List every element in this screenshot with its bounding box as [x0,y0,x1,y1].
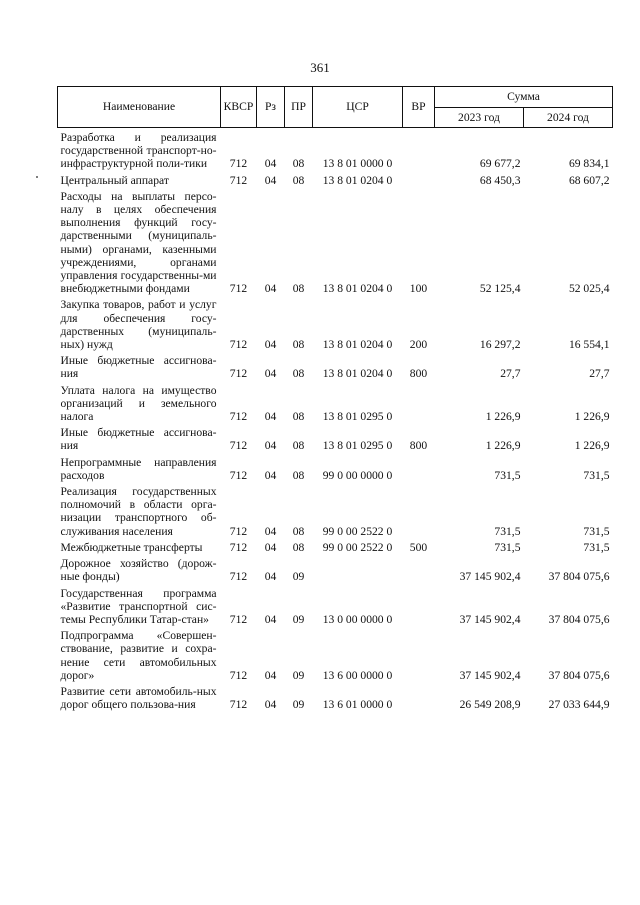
table-row [58,128,613,171]
row-kvsr: 712 [229,612,248,626]
row-sum-2023: 69 677,2 [479,157,521,171]
table-header [58,87,613,128]
row-sum-2024: 68 607,2 [568,173,610,187]
row-kvsr: 712 [229,439,248,453]
header-2024: 2024 год [524,108,613,128]
row-sum-2023: 26 549 208,9 [459,698,521,712]
table-row [58,351,613,380]
row-rz: 04 [264,698,277,712]
row-rz: 04 [264,338,277,352]
table-row [58,295,613,351]
row-pr: 08 [292,367,305,381]
row-sum-2024: 16 554,1 [568,338,610,352]
row-name: Дорожное хозяйство (дорож-ные фонды) [60,557,217,584]
row-name: Центральный аппарат [60,173,169,187]
row-name: Иные бюджетные ассигнова-ния [60,354,217,381]
row-sum-2023: 731,5 [494,540,521,554]
row-sum-2023: 37 145 902,4 [459,668,521,682]
row-csr: 13 6 00 0000 0 [322,668,393,682]
table-row [58,171,613,187]
row-name: Непрограммные направления расходов [60,455,217,482]
row-sum-2024: 1 226,9 [574,410,610,424]
row-sum-2023: 68 450,3 [479,173,521,187]
row-name: Подпрограмма «Совершен-ствование, развитие и сохра-нение сети автомобильных дорог» [60,629,217,682]
row-sum-2024: 37 804 075,6 [548,612,610,626]
row-name: Межбюджетные трансферты [60,540,203,554]
row-sum-2023: 16 297,2 [479,338,521,352]
row-csr: 13 6 01 0000 0 [322,698,393,712]
row-kvsr: 712 [229,282,248,296]
header-rz: Рз [257,87,285,128]
row-pr: 08 [292,338,305,352]
row-rz: 04 [264,668,277,682]
row-vr: 500 [409,540,428,554]
row-name: Уплата налога на имущество организаций и земельного налога [60,383,217,424]
row-sum-2024: 731,5 [583,468,610,482]
row-rz: 04 [264,367,277,381]
row-sum-2023: 52 125,4 [479,282,521,296]
row-vr [403,682,435,711]
row-pr: 08 [292,468,305,482]
page-number: 361 [310,60,330,75]
row-csr: 13 8 01 0204 0 [322,173,393,187]
row-sum-2024: 69 834,1 [568,157,610,171]
row-pr: 08 [292,439,305,453]
row-csr: 13 8 01 0000 0 [322,157,393,171]
row-vr [403,381,435,424]
row-rz: 04 [264,524,277,538]
header-2023: 2023 год [435,108,524,128]
row-vr [403,584,435,627]
table-row [58,538,613,554]
row-vr [403,453,435,482]
row-kvsr: 712 [229,524,248,538]
row-kvsr: 712 [229,338,248,352]
table-row [58,482,613,538]
row-name: Реализация государственных полномочий в области орга-низации транспортного об-служивания населения [60,485,217,538]
row-sum-2024: 731,5 [583,524,610,538]
header-pr: ПР [285,87,313,128]
row-pr: 08 [292,157,305,171]
row-pr: 09 [292,570,305,584]
header-vr: ВР [403,87,435,128]
row-rz: 04 [264,439,277,453]
row-sum-2023: 731,5 [494,524,521,538]
row-csr [313,554,403,583]
row-kvsr: 712 [229,468,248,482]
row-rz: 04 [264,570,277,584]
row-sum-2023: 731,5 [494,468,521,482]
row-vr [403,482,435,538]
row-kvsr: 712 [229,668,248,682]
row-vr: 800 [409,367,428,381]
row-sum-2024: 37 804 075,6 [548,570,610,584]
row-rz: 04 [264,157,277,171]
row-pr: 09 [292,698,305,712]
row-csr: 99 0 00 0000 0 [322,468,393,482]
table-row [58,453,613,482]
row-rz: 04 [264,468,277,482]
row-sum-2023: 37 145 902,4 [459,612,521,626]
row-name: Иные бюджетные ассигнова-ния [60,426,217,453]
row-kvsr: 712 [229,540,248,554]
row-vr [403,171,435,187]
table-row [58,554,613,583]
header-csr: ЦСР [313,87,403,128]
row-csr: 13 8 01 0295 0 [322,410,393,424]
row-sum-2024: 1 226,9 [574,439,610,453]
row-vr: 200 [409,338,428,352]
row-kvsr: 712 [229,157,248,171]
row-csr: 99 0 00 2522 0 [322,540,393,554]
row-csr: 13 8 01 0204 0 [322,367,393,381]
row-kvsr: 712 [229,410,248,424]
row-sum-2023: 37 145 902,4 [459,570,521,584]
header-kvsr: КВСР [221,87,257,128]
row-kvsr: 712 [229,173,248,187]
row-rz: 04 [264,282,277,296]
row-vr: 100 [409,282,428,296]
row-kvsr: 712 [229,698,248,712]
scan-speck [36,176,38,178]
row-name: Государственная программа «Развитие транспортной сис-темы Республики Татар-стан» [60,586,217,626]
header-name: Наименование [58,87,221,128]
row-csr: 13 8 01 0295 0 [322,439,393,453]
row-sum-2024: 27,7 [589,367,610,381]
budget-table [57,86,613,711]
row-sum-2023: 1 226,9 [485,439,521,453]
table-row [58,626,613,682]
row-name: Развитие сети автомобиль-ных дорог общего пользова-ния [60,684,217,712]
table-row [58,423,613,452]
row-rz: 04 [264,173,277,187]
header-sum: Сумма [435,87,613,108]
row-rz: 04 [264,410,277,424]
table-row [58,682,613,711]
row-pr: 08 [292,282,305,296]
row-kvsr: 712 [229,367,248,381]
table-row [58,381,613,424]
row-pr: 09 [292,668,305,682]
table-row [58,187,613,296]
row-rz: 04 [264,540,277,554]
row-pr: 09 [292,612,305,626]
row-pr: 08 [292,173,305,187]
row-name: Расходы на выплаты персо-налу в целях обеспечения выполнения функций госу-дарственными (муниципаль-ными) органами, казенными учреждениями, органами управления государственны-ми внебюджетными фондами [60,189,217,296]
row-csr: 13 0 00 0000 0 [322,612,393,626]
row-csr: 13 8 01 0204 0 [322,282,393,296]
row-sum-2024: 52 025,4 [568,282,610,296]
row-vr [403,626,435,682]
row-pr: 08 [292,524,305,538]
row-csr: 13 8 01 0204 0 [322,338,393,352]
row-csr: 99 0 00 2522 0 [322,524,393,538]
row-pr: 08 [292,540,305,554]
row-sum-2024: 27 033 644,9 [548,698,610,712]
row-sum-2023: 27,7 [500,367,521,381]
row-pr: 08 [292,410,305,424]
row-sum-2023: 1 226,9 [485,410,521,424]
row-vr: 800 [409,439,428,453]
table-row [58,584,613,627]
row-name: Разработка и реализация государственной транспорт-но-инфраструктурной поли-тики [60,131,217,171]
row-name: Закупка товаров, работ и услуг для обеспечения госу-дарственных (муниципаль-ных) нужд [60,298,217,352]
table-body [58,128,613,712]
row-kvsr: 712 [229,570,248,584]
row-vr [403,128,435,171]
row-rz: 04 [264,612,277,626]
row-sum-2024: 37 804 075,6 [548,668,610,682]
row-vr [403,554,435,583]
row-sum-2024: 731,5 [583,540,610,554]
